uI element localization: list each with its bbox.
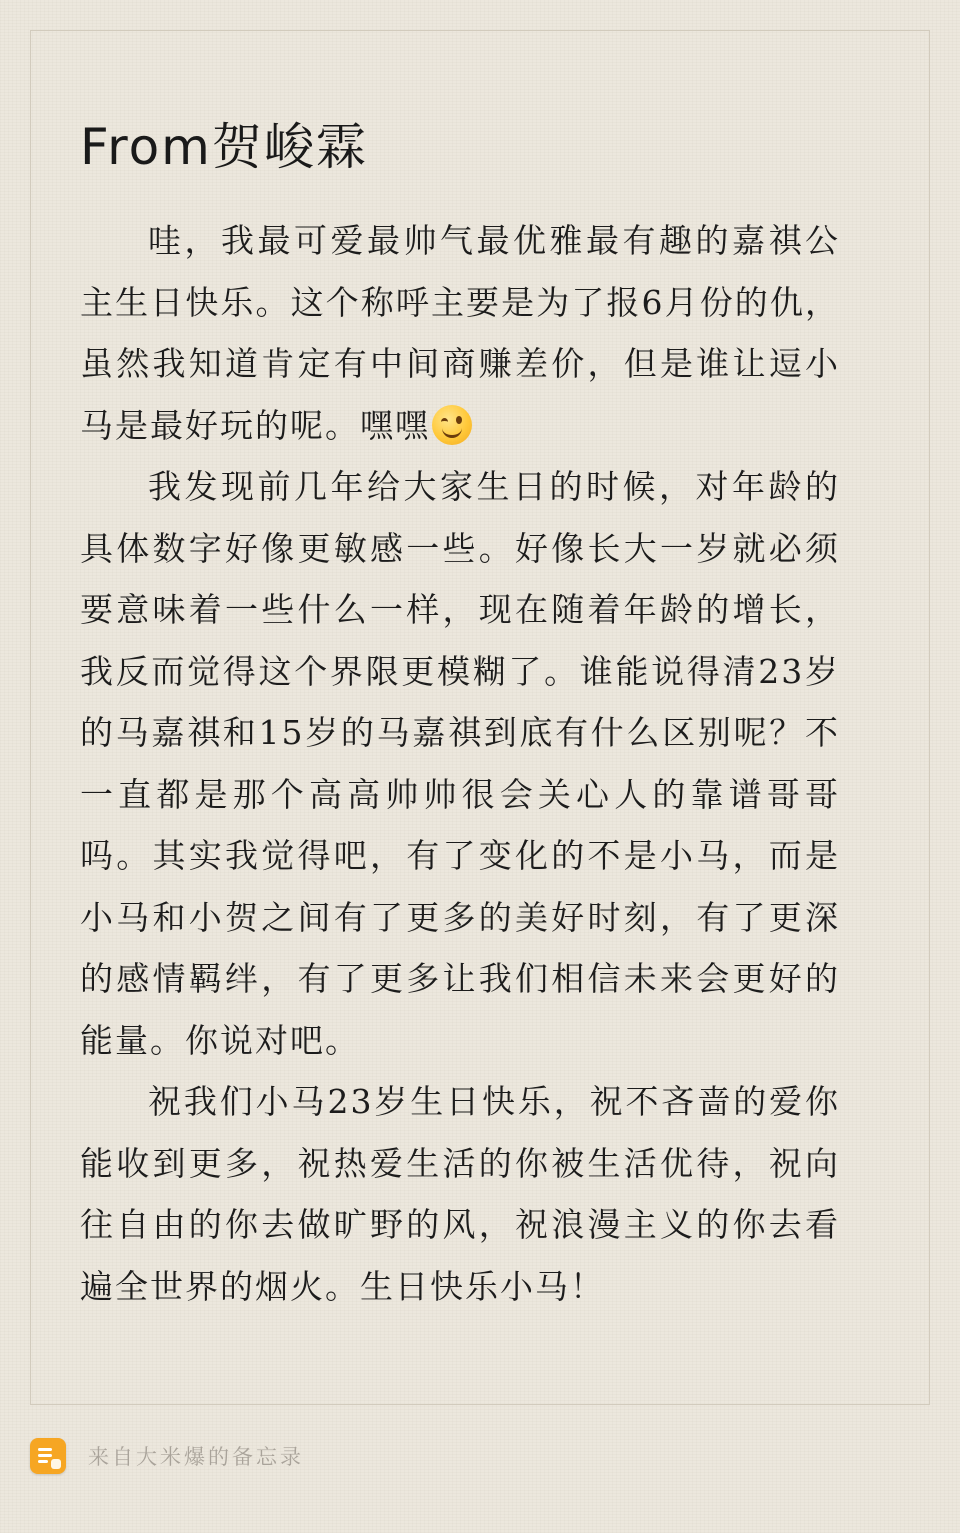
paragraph-3: 祝我们小马23岁生日快乐，祝不吝啬的爱你能收到更多，祝热爱生活的你被生活优待，祝向往自由的你去做旷野的风，祝浪漫主义的你去看遍全世界的烟火。生日快乐小马！: [80, 1082, 840, 1306]
smirk-emoji-icon: [432, 405, 472, 445]
note-body: [80, 210, 840, 1317]
note-title: From贺峻霖: [80, 118, 368, 176]
paragraph-1-text: 哇，我最可爱最帅气最优雅最有趣的嘉祺公主生日快乐。这个称呼主要是为了报6月份的仇，虽然我知道肯定有中间商赚差价，但是谁让逗小马是最好玩的呢。嘿嘿: [80, 221, 840, 445]
footer-source-text[interactable]: 来自大米爆的备忘录: [88, 1445, 304, 1469]
memo-app-icon[interactable]: [30, 1438, 66, 1474]
paragraph-1: [80, 210, 840, 456]
footer-source[interactable]: [30, 1434, 304, 1478]
paragraph-2: 我发现前几年给大家生日的时候，对年龄的具体数字好像更敏感一些。好像长大一岁就必须要意味着一些什么一样，现在随着年龄的增长，我反而觉得这个界限更模糊了。谁能说得清23岁的马嘉祺和15岁的马嘉祺到底有什么区别呢？不一直都是那个高高帅帅很会关心人的靠谱哥哥吗。其实我觉得吧，有了变化的不是小马，而是小马和小贺之间有了更多的美好时刻，有了更深的感情羁绊，有了更多让我们相信未来会更好的能量。你说对吧。: [80, 467, 840, 1060]
